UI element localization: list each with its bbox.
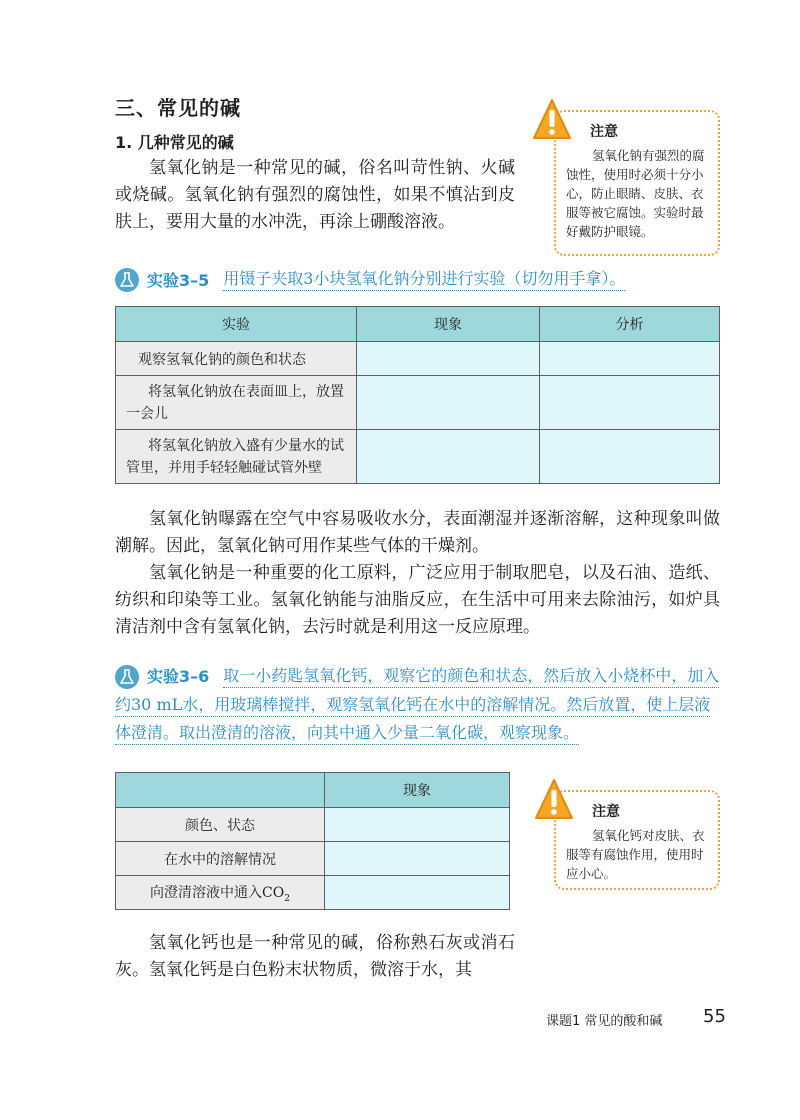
- page-number: 55: [703, 1006, 726, 1027]
- table-cell-item: [116, 876, 325, 910]
- footer-chapter-title: 课题1 常见的酸和碱: [546, 1014, 663, 1029]
- experiment-label: 实验3–6: [147, 666, 210, 686]
- table-cell-item: 颜色、状态: [116, 808, 325, 842]
- table-header: 分析: [540, 307, 720, 342]
- table-header: 现象: [325, 773, 510, 808]
- table-row: [116, 376, 720, 430]
- section-title: 三、常见的碱: [115, 96, 241, 120]
- flask-icon: [115, 665, 139, 689]
- table-header: 现象: [357, 307, 540, 342]
- experiment-table-naoh: [115, 306, 720, 484]
- table-cell-phenomenon: [325, 842, 510, 876]
- table-cell-phenomenon: [357, 430, 540, 484]
- table-row: [116, 842, 510, 876]
- table-cell-item: 在水中的溶解情况: [116, 842, 325, 876]
- table-row: [116, 342, 720, 376]
- experiment-label: 实验3–5: [147, 271, 210, 290]
- table-cell-text: 向澄清溶液中通入CO: [150, 884, 285, 901]
- note-text: 氢氧化钙对皮肤、衣服等有腐蚀作用，使用时应小心。: [566, 828, 705, 881]
- table-cell-experiment: 观察氢氧化钠的颜色和状态: [116, 342, 357, 376]
- experiment-3-6-heading: [115, 662, 720, 747]
- table-cell-phenomenon: [357, 376, 540, 430]
- table-cell-analysis: [540, 342, 720, 376]
- table-row: [116, 876, 510, 910]
- paragraph-naoh-intro: 氢氧化钠是一种常见的碱，俗名叫苛性钠、火碱或烧碱。氢氧化钠有强烈的腐蚀性，如果不慎沾到皮肤上，要用大量的水冲洗，再涂上硼酸溶液。: [115, 158, 515, 232]
- table-row: [116, 808, 510, 842]
- table-cell-analysis: [540, 430, 720, 484]
- table-cell-phenomenon: [325, 876, 510, 910]
- table-cell-phenomenon: [357, 342, 540, 376]
- warning-icon: [534, 778, 574, 822]
- paragraph-naoh-uses: 氢氧化钠是一种重要的化工原料，广泛应用于制取肥皂，以及石油、造纸、纺织和印染等工业。氢氧化钠能与油脂反应，在生活中可用来去除油污，如炉具清洁剂中含有氢氧化钠，去污时就是利用这一反应原理。: [115, 563, 720, 637]
- experiment-text: 用镊子夹取3小块氢氧化钠分别进行实验（切勿用手拿）。: [223, 269, 625, 291]
- note-text: 氢氧化钠有强烈的腐蚀性，使用时必须十分小心，防止眼睛、皮肤、衣服等被它腐蚀。实验时最好戴防护眼镜。: [566, 148, 705, 239]
- table-row: [116, 430, 720, 484]
- table-header: 实验: [116, 307, 357, 342]
- experiment-table-caoh2: [115, 772, 510, 910]
- table-cell-analysis: [540, 376, 720, 430]
- flask-icon: [115, 268, 139, 292]
- note-title: 注意: [592, 804, 620, 820]
- experiment-3-5-heading: [115, 266, 625, 292]
- table-cell-experiment: 将氢氧化钠放入盛有少量水的试管里，并用手轻轻触碰试管外壁: [116, 430, 357, 484]
- warning-icon: [532, 98, 572, 142]
- paragraph-caoh2-intro: 氢氧化钙也是一种常见的碱，俗称熟石灰或消石灰。氢氧化钙是白色粉末状物质，微溶于水，其: [115, 933, 515, 980]
- table-cell-experiment: 将氢氧化钠放在表面皿上，放置一会儿: [116, 376, 357, 430]
- note-title: 注意: [590, 124, 618, 140]
- subscript: 2: [284, 893, 290, 904]
- table-cell-phenomenon: [325, 808, 510, 842]
- table-header-empty: [116, 773, 325, 808]
- subsection-title: 1. 几种常见的碱: [115, 133, 234, 152]
- paragraph-deliquescence: 氢氧化钠曝露在空气中容易吸收水分，表面潮湿并逐渐溶解，这种现象叫做潮解。因此，氢氧化钠可用作某些气体的干燥剂。: [115, 509, 720, 556]
- experiment-text: 取一小药匙氢氧化钙，观察它的颜色和状态，然后放入小烧杯中，加入约30 mL水，用玻璃棒搅拌，观察氢氧化钙在水中的溶解情况。然后放置，使上层液体澄清。取出澄清的溶液，向其中通入少量二氧化碳，观察现象。: [115, 666, 719, 745]
